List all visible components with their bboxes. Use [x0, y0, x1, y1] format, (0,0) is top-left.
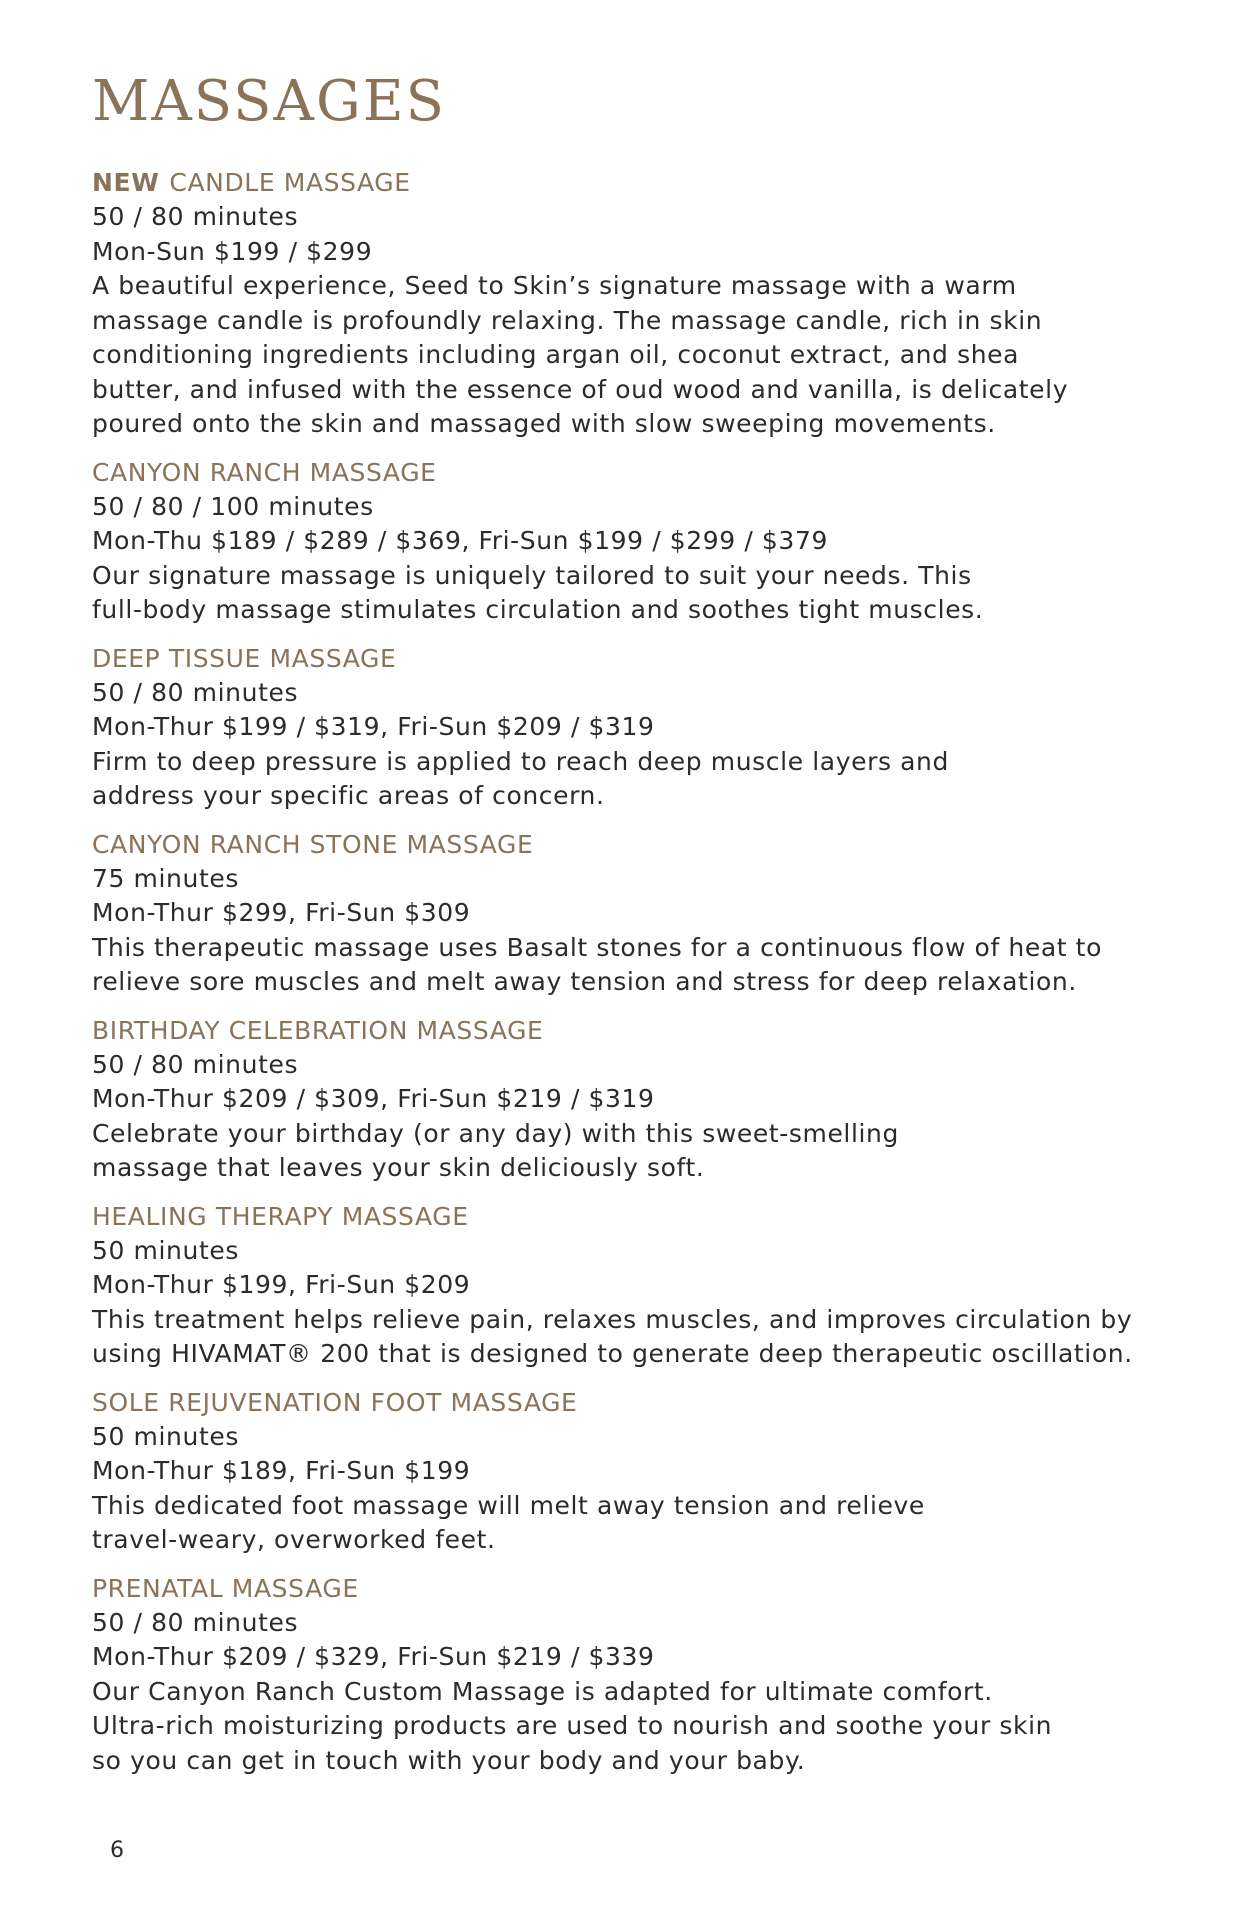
service-title: CANYON RANCH STONE MASSAGE	[92, 829, 534, 859]
description-line: address your specific areas of concern.	[92, 781, 605, 810]
service-duration: 50 / 80 / 100 minutes	[92, 491, 374, 521]
service-name	[92, 642, 1202, 676]
service-item	[92, 166, 1202, 442]
description-line: Ultra-rich moisturizing products are used to nourish and soothe your skin	[92, 1711, 1053, 1740]
service-title: HEALING THERAPY MASSAGE	[92, 1201, 469, 1231]
description-line: poured onto the skin and massaged with slow sweeping movements.	[92, 409, 996, 438]
service-description	[92, 745, 1202, 814]
description-line: This dedicated foot massage will melt away tension and relieve	[92, 1490, 925, 1520]
service-name	[92, 166, 1202, 200]
service-duration: 50 minutes	[92, 1421, 239, 1451]
service-duration: 50 minutes	[92, 1235, 239, 1265]
service-item	[92, 456, 1202, 628]
service-price: Mon-Thur $199 / $319, Fri-Sun $209 / $319	[92, 712, 655, 741]
service-price: Mon-Thur $199, Fri-Sun $209	[92, 1270, 471, 1299]
service-name	[92, 828, 1202, 862]
service-title: BIRTHDAY CELEBRATION MASSAGE	[92, 1015, 544, 1045]
service-name	[92, 456, 1202, 490]
service-price: Mon-Thu $189 / $289 / $369, Fri-Sun $199 / $299 / $379	[92, 526, 828, 555]
service-description	[92, 1489, 1202, 1558]
service-duration: 50 / 80 minutes	[92, 1607, 299, 1637]
services-list	[92, 166, 1202, 1778]
service-item	[92, 1386, 1202, 1558]
service-title: CANYON RANCH MASSAGE	[92, 457, 437, 487]
service-duration: 75 minutes	[92, 863, 239, 893]
service-price: Mon-Thur $209 / $329, Fri-Sun $219 / $339	[92, 1642, 655, 1671]
description-line: Our signature massage is uniquely tailored to suit your needs. This	[92, 560, 972, 590]
service-description	[92, 1117, 1202, 1186]
service-price: Mon-Sun $199 / $299	[92, 236, 373, 266]
description-line: relieve sore muscles and melt away tension and stress for deep relaxation.	[92, 967, 1077, 996]
description-line: Celebrate your birthday (or any day) with this sweet-smelling	[92, 1118, 899, 1148]
service-description	[92, 559, 1202, 628]
service-item	[92, 1014, 1202, 1186]
service-title: DEEP TISSUE MASSAGE	[92, 643, 397, 673]
service-item	[92, 828, 1202, 1000]
description-line: Our Canyon Ranch Custom Massage is adapted for ultimate comfort.	[92, 1676, 993, 1706]
service-description	[92, 1303, 1202, 1372]
service-price: Mon-Thur $209 / $309, Fri-Sun $219 / $319	[92, 1084, 655, 1113]
service-duration: 50 / 80 minutes	[92, 202, 299, 231]
service-title: CANDLE MASSAGE	[169, 168, 411, 197]
service-description	[92, 269, 1202, 442]
service-description	[92, 931, 1202, 1000]
description-line: Firm to deep pressure is applied to reach deep muscle layers and	[92, 746, 949, 776]
description-line: This therapeutic massage uses Basalt stones for a continuous flow of heat to	[92, 932, 1102, 962]
description-line: This treatment helps relieve pain, relaxes muscles, and improves circulation by	[92, 1304, 1133, 1334]
service-name	[92, 1200, 1202, 1234]
description-line: so you can get in touch with your body and your baby.	[92, 1745, 806, 1775]
service-name	[92, 1386, 1202, 1420]
service-item	[92, 1200, 1202, 1372]
description-line: full-body massage stimulates circulation and soothes tight muscles.	[92, 595, 984, 624]
description-line: massage candle is profoundly relaxing. The massage candle, rich in skin	[92, 305, 1043, 335]
service-name	[92, 1572, 1202, 1606]
service-name	[92, 1014, 1202, 1048]
page-number: 6	[110, 1838, 124, 1863]
description-line: conditioning ingredients including argan oil, coconut extract, and shea	[92, 340, 1020, 369]
service-item	[92, 642, 1202, 814]
service-duration: 50 / 80 minutes	[92, 677, 299, 707]
service-price: Mon-Thur $299, Fri-Sun $309	[92, 898, 471, 927]
page-title: MASSAGES	[92, 69, 446, 134]
service-price: Mon-Thur $189, Fri-Sun $199	[92, 1456, 471, 1485]
description-line: massage that leaves your skin deliciously soft.	[92, 1153, 705, 1182]
service-description	[92, 1675, 1202, 1779]
description-line: travel-weary, overworked feet.	[92, 1525, 496, 1554]
service-duration: 50 / 80 minutes	[92, 1049, 299, 1079]
description-line: A beautiful experience, Seed to Skin’s signature massage with a warm	[92, 271, 1017, 300]
description-line: butter, and infused with the essence of oud wood and vanilla, is delicately	[92, 374, 1069, 404]
new-badge: NEW	[92, 168, 160, 197]
massage-menu-page	[92, 58, 1202, 1792]
service-title: SOLE REJUVENATION FOOT MASSAGE	[92, 1387, 578, 1417]
service-title: PRENATAL MASSAGE	[92, 1573, 359, 1603]
description-line: using HIVAMAT® 200 that is designed to generate deep therapeutic oscillation.	[92, 1339, 1133, 1368]
service-item	[92, 1572, 1202, 1779]
